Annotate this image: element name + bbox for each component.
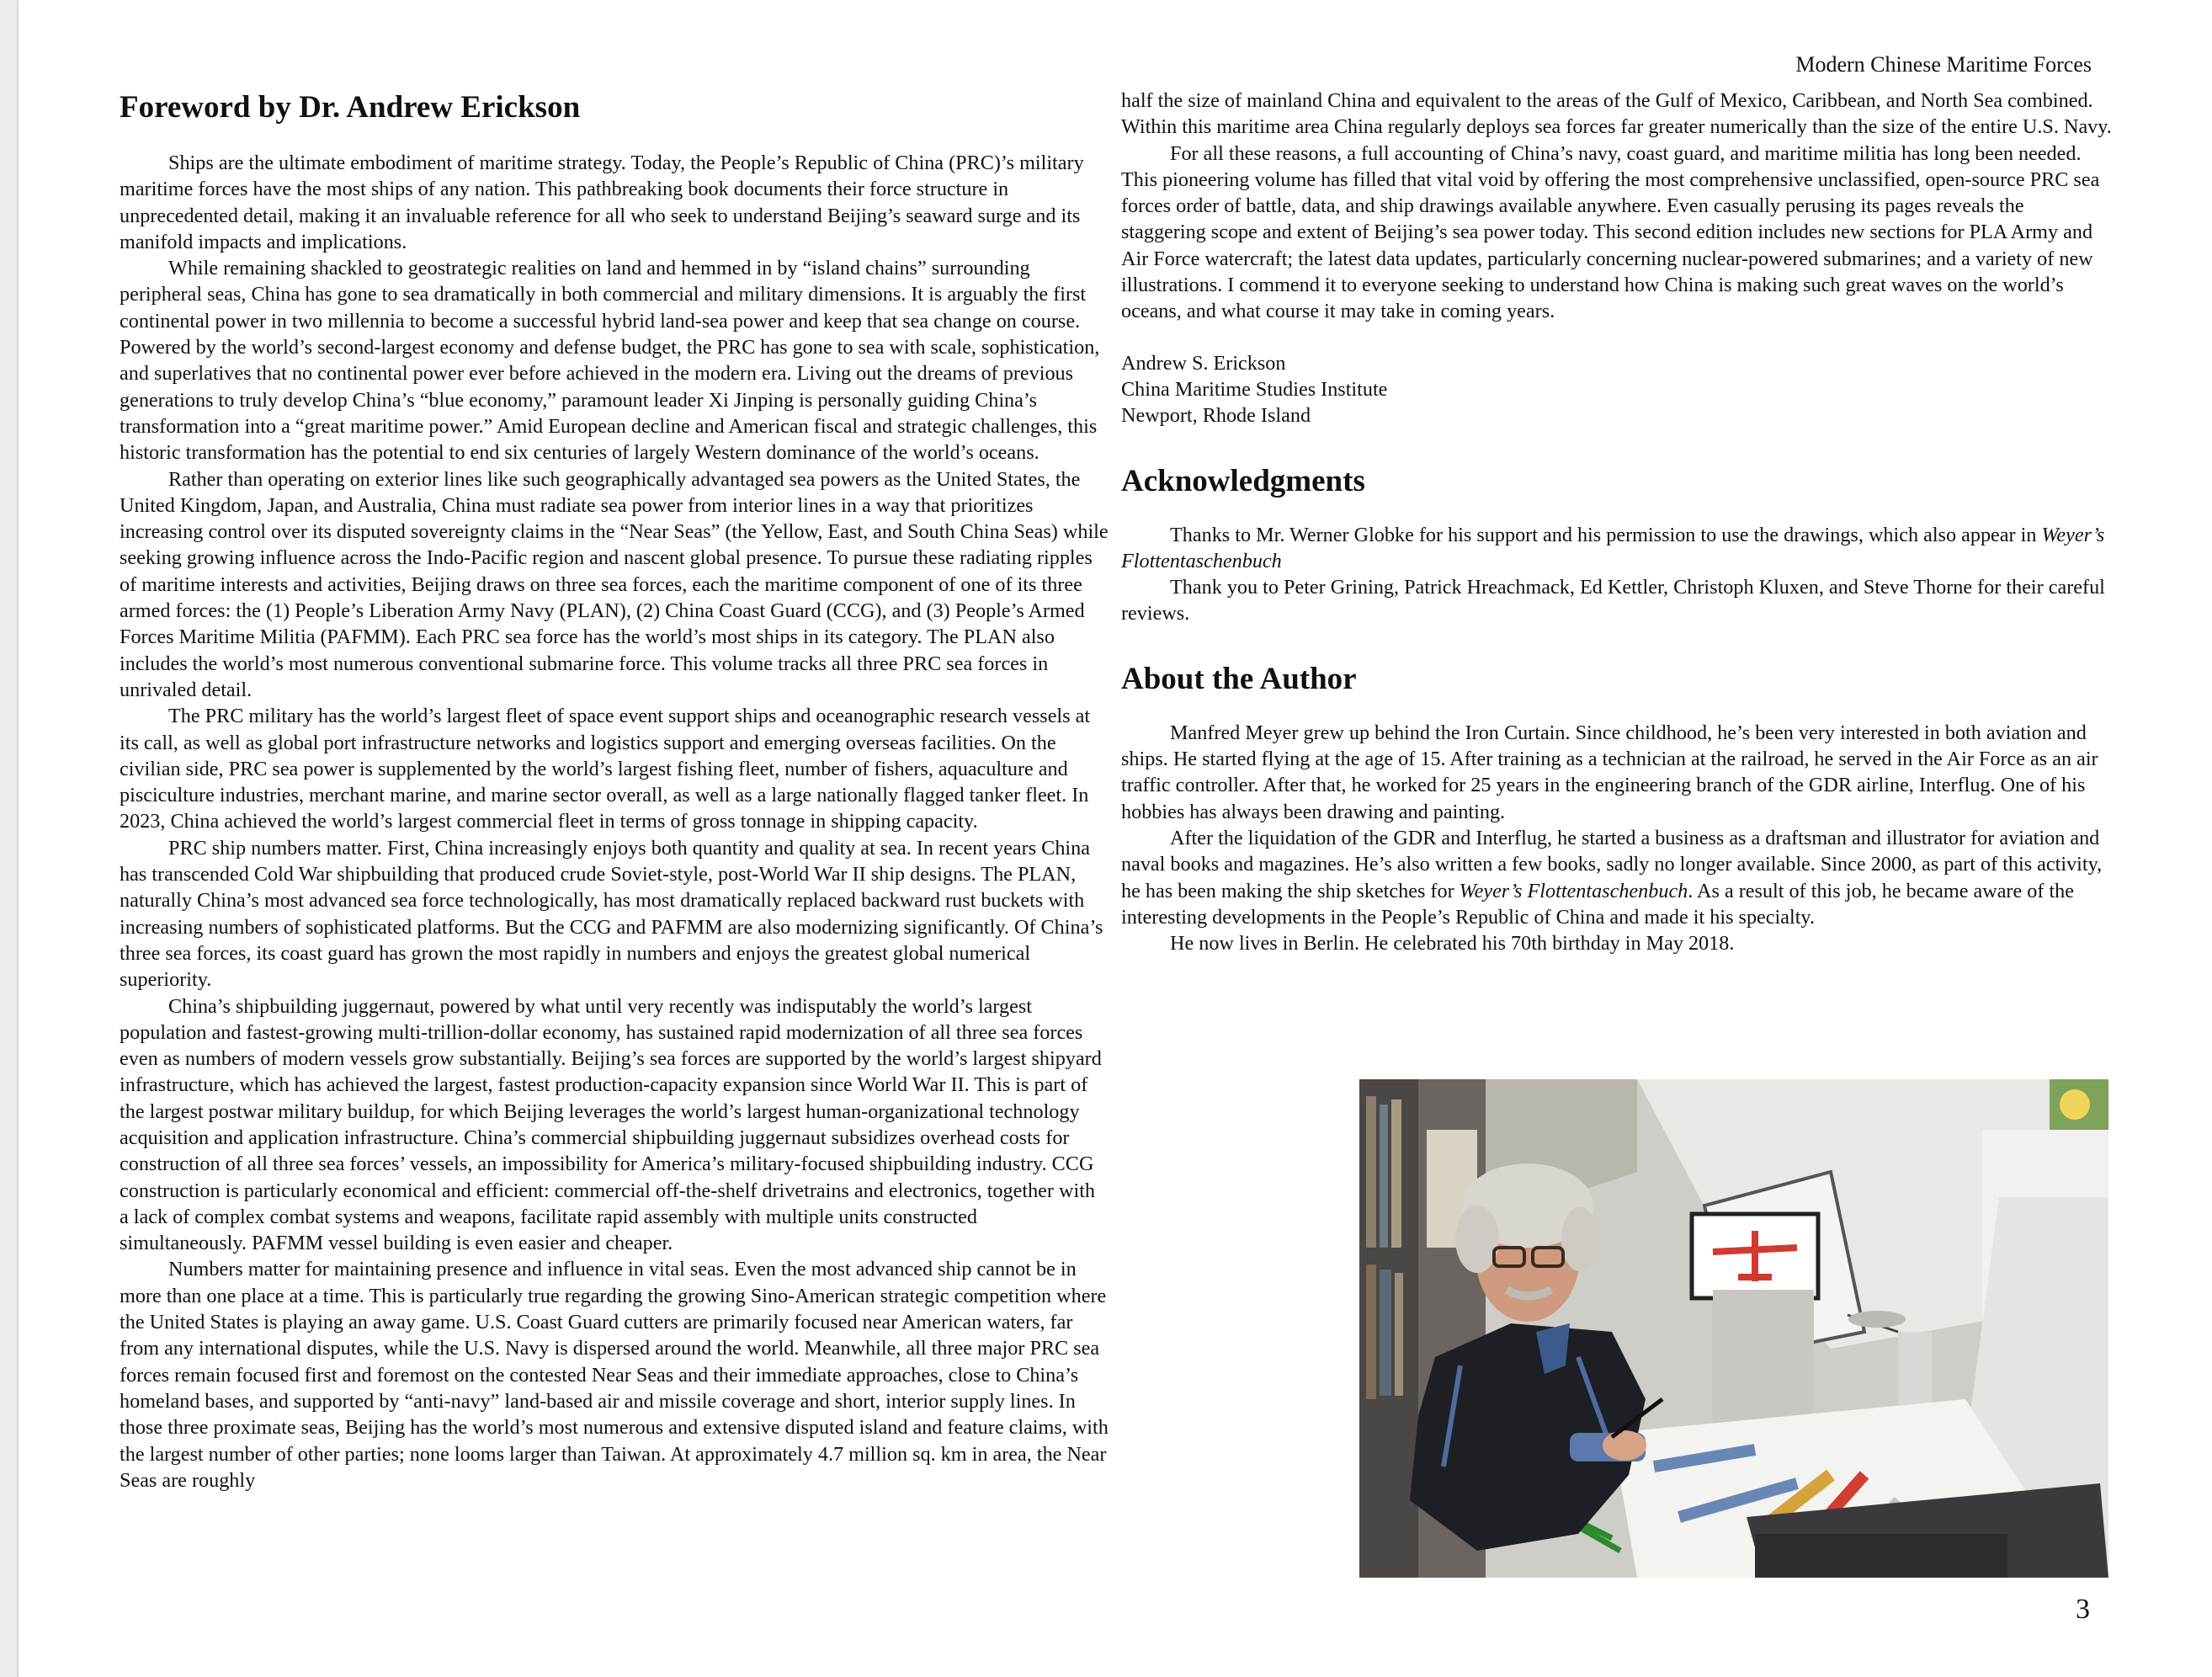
about-author-paragraph: He now lives in Berlin. He celebrated his 70th birthday in May 2018. bbox=[1170, 932, 1735, 956]
about-author-heading: About the Author bbox=[1121, 661, 1357, 696]
running-header: Modern Chinese Maritime Forces bbox=[1795, 52, 2092, 77]
about-author-paragraph: Manfred Meyer grew up behind the Iron Curtain. Since childhood, he’s been very interested in both aviation and ships. He started flying at the age of 15. After training as a technician at the railroad, he served in the Air Force as an air traffic controller. After that, he worked for 25 years in the engineering branch of the GDR airline, Interflug. One of his hobbies has always been drawing and painting. bbox=[1121, 721, 2098, 823]
book-title: Weyer’s Flottentaschenbuch bbox=[1121, 523, 2105, 572]
foreword-paragraph: Ships are the ultimate embodiment of maritime strategy. Today, the People’s Republic of China (PRC)’s military maritime forces have the most ships of any nation. This pathbreaking book documents their force structure in unprecedented detail, making it an invaluable reference for all who seek to understand Beijing’s seaward surge and its manifold impacts and implications. bbox=[120, 152, 1084, 253]
acknowledgments-paragraph: Thank you to Peter Grining, Patrick Hreachmack, Ed Kettler, Christoph Kluxen, and Steve Thorne for their careful reviews. bbox=[1121, 576, 2105, 626]
acknowledgments-text: Thanks to Mr. Werner Globke for his support and his permission to use the drawings, which also appear in bbox=[1170, 523, 2042, 546]
foreword-paragraph: For all these reasons, a full accounting of China’s navy, coast guard, and maritime militia has long been needed. This pioneering volume has filled that vital void by offering the most comprehensive unclassified, open-source PRC sea forces order of battle, data, and ship drawings available anywhere. Even casually perusing its pages reveals the staggering scope and extent of Beijing’s sea power today. This second edition includes new sections for PLA Army and Air Force watercraft; the latest data updates, particularly concerning nuclear-powered submarines; and a variety of new illustrations. I commend it to everyone seeking to understand how China is making such great waves on the world’s oceans, and what course it may take in coming years. bbox=[1121, 141, 2100, 323]
foreword-signature bbox=[1121, 350, 2113, 429]
foreword-paragraph: The PRC military has the world’s largest fleet of space event support ships and oceanographic research vessels at its call, as well as global port infrastructure networks and logistics support and emerging overseas facilities. On the civilian side, PRC sea power is supplemented by the world’s largest fishing fleet, number of fishers, aquaculture and pisciculture industries, merchant marine, and marine sector overall, as well as a large nationally flagged tanker fleet. In 2023, China achieved the world’s largest commercial fleet in terms of gross tonnage in shipping capacity. bbox=[120, 705, 1091, 833]
left-column bbox=[120, 88, 1109, 1493]
book-title: Weyer’s Flottentaschenbuch bbox=[1459, 879, 1688, 902]
foreword-paragraph: China’s shipbuilding juggernaut, powered by what until very recently was indisputably the world’s largest population and fastest-growing multi-trillion-dollar economy, has sustained rapid modernization of all three sea forces even as numbers of modern vessels grow substantially. Beijing’s sea forces are supported by the world’s largest shipyard infrastructure, which has achieved the largest, fastest production-capacity expansion since World War II. This is part of the largest postwar military buildup, for which Beijing leverages the world’s largest human-organizational technology acquisition and application infrastructure. China’s commercial shipbuilding juggernaut subsidizes overhead costs for construction of all three sea forces’ vessels, an impossibility for America’s military-focused shipbuilding industry. CCG construction is particularly economical and efficient: commercial off-the-shelf drivetrains and electronics, together with a lack of complex combat systems and weapons, facilitate rapid assembly with multiple units constructed simultaneously. PAFMM vessel building is even easier and cheaper. bbox=[120, 994, 1102, 1255]
signature-name: Andrew S. Erickson bbox=[1121, 351, 1286, 375]
foreword-paragraph: PRC ship numbers matter. First, China increasingly enjoys both quantity and quality at sea. In recent years China has transcended Cold War shipbuilding that produced crude Soviet-style, post-World War II ship designs. The PLAN, naturally China’s most advanced sea force technologically, has most dramatically replaced backward rust buckets with increasing numbers of sophisticated platforms. But the CCG and PAFMM are also modernizing significantly. Of China’s three sea forces, its coast guard has grown the most rapidly in numbers and enjoys the greatest global numerical superiority. bbox=[120, 836, 1103, 992]
acknowledgments-paragraph bbox=[1121, 522, 2113, 575]
signature-location: Newport, Rhode Island bbox=[1121, 404, 1311, 428]
author-photo bbox=[1359, 1079, 2108, 1578]
page-number: 3 bbox=[2076, 1594, 2090, 1625]
about-author-paragraph: After the liquidation of the GDR and Interflug, he started a business as a draftsman and illustrator for aviation and naval books and magazines. He’s also written a few books, sadly no longer available. Since 2000, as part of this activity, he has been making the ship sketches for Weyer’s Flottentaschenbuch. As a result of this job, he became aware of the interesting developments in the People’s Republic of China and made it his specialty. bbox=[1121, 826, 2103, 929]
foreword-heading: Foreword by Dr. Andrew Erickson bbox=[120, 90, 581, 125]
book-page bbox=[19, 0, 2212, 1677]
foreword-paragraph: Numbers matter for maintaining presence and influence in vital seas. Even the most advanced ship cannot be in more than one place at a time. This is particularly true regarding the growing Sino-American strategic competition where the United States is playing an away game. U.S. Coast Guard cutters are primarily focused near American waters, far from any international disputes, while the U.S. Navy is dispersed around the world. Meanwhile, all three major PRC sea forces remain focused first and foremost on the contested Near Seas and their immediate approaches, close to China’s homeland bases, and supported by “anti-navy” land-based air and missile coverage and short, interior supply lines. In those three proximate seas, Beijing has the world’s most numerous and extensive disputed island and feature claims, with the largest number of other parties; none looms larger than Taiwan. At approximately 4.7 million sq. km in area, the Near Seas are roughly bbox=[120, 1258, 1109, 1492]
acknowledgments-heading: Acknowledgments bbox=[1121, 463, 1365, 498]
foreword-continuation: half the size of mainland China and equivalent to the areas of the Gulf of Mexico, Caribbean, and North Sea combined. Within this maritime area China regularly deploys sea forces far greater numerically than the size of the entire U.S. Navy. bbox=[1121, 89, 2112, 139]
right-column bbox=[1121, 88, 2113, 956]
foreword-paragraph: While remaining shackled to geostrategic realities on land and hemmed in by “island chains” surrounding peripheral seas, China has gone to sea dramatically in both commercial and military dimensions. It is arguably the first continental power in two millennia to become a successful hybrid land-sea power and keep that sea change on course. Powered by the world’s second-largest economy and defense budget, the PRC has gone to sea with scale, sophistication, and superlatives that no continental power ever before achieved in the modern era. Living out the dreams of previous generations to truly develop China’s “blue economy,” paramount leader Xi Jinping is personally guiding China’s transformation into a “great maritime power.” Amid European decline and American fiscal and strategic challenges, this historic transformation has the potential to end six centuries of largely Western dominance of the world’s oceans. bbox=[120, 257, 1100, 465]
signature-institution: China Maritime Studies Institute bbox=[1121, 377, 1388, 401]
foreword-paragraph: Rather than operating on exterior lines like such geographically advantaged sea powers as the United States, the United Kingdom, Japan, and Australia, China must radiate sea power from interior lines in a way that prioritizes increasing control over its disputed sovereignty claims in the “Near Seas” (the Yellow, East, and South China Seas) while seeking growing influence across the Indo-Pacific region and nascent global presence. To pursue these radiating ripples of maritime interests and activities, Beijing draws on three sea forces, each the maritime component of one of its three armed forces: the (1) People’s Liberation Army Navy (PLAN), (2) China Coast Guard (CCG), and (3) People’s Armed Forces Maritime Militia (PAFMM). Each PRC sea force has the world’s most ships in its category. The PLAN also includes the world’s most numerous conventional submarine force. This volume tracks all three PRC sea forces in unrivaled detail. bbox=[120, 467, 1109, 701]
